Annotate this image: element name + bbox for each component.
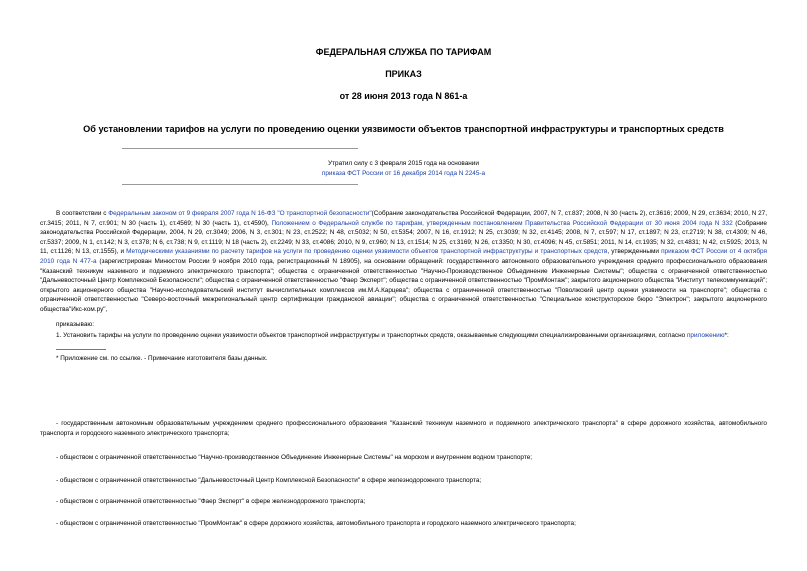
- status-note-text: Утратил силу с 3 февраля 2015 года на основании: [328, 160, 479, 167]
- list-item: - государственным автономным образовательным учреждением среднего профессионального образования "Казанский техникум наземного и подземного электрического транспорта" в сфере дорожного хозяйства, автомобильного транспорта и городского наземного электрического транспорта;: [40, 420, 767, 437]
- divider-bottom: [122, 184, 358, 185]
- list-item: - обществом с ограниченной ответственностью "Научно-производственное Объединение Инженерные Системы" на морском и внутреннем водном транспорте;: [56, 454, 533, 461]
- order-477-link[interactable]: приказом ФСТ России от 4 октября 2010 года N 477-а: [40, 248, 767, 265]
- federal-law-link[interactable]: Федеральным законом от 9 февраля 2007 года N 16-ФЗ "О транспортной безопасности": [108, 210, 372, 217]
- list-item: - обществом с ограниченной ответственностью "Дальневосточный Центр Комплексной Безопасности" в сфере железнодорожного транспорта;: [56, 477, 482, 484]
- regulation-link[interactable]: Положением о Федеральной службе по тарифам, утвержденным постановлением Правительства Российской Федерации от 30 июня 2004 года N 332: [271, 219, 733, 227]
- appendix-link[interactable]: приложению: [686, 332, 725, 339]
- footnote-divider: [56, 349, 106, 350]
- footnote: * Приложение см. по ссылке. - Примечание изготовителя базы данных.: [56, 355, 268, 362]
- preamble-paragraph: В соответствии с Федеральным законом от 9 февраля 2007 года N 16-ФЗ "О транспортной безопасности"(Собрание законодательства Российской Федерации, 2007, N 7, ст.837; 2008, N 30 (часть 2), ст.3616; 2009, N 29, ст.3634; 2010, N 27, ст.3415; 2011, N 7, ст.901; N 30 (часть 1), ст.4569; N 30 (часть 1), ст.4590), Положением о Федеральной службе по тарифам, утвержденным постановлением Правительства Российской Федерации от 30 июня 2004 года N 332 (Собрание законодательства Российской Федерации, 2004, N 29, ст.3049; 2006, N 3, ст.301; N 23, ст.2522; N 48, ст.5032; N 50, ст.5354; 2007, N 16, ст.1912; N 25, ст.3039; N 32, ст.4145; 2008, N 7, ст.597; N 17, ст.1897; N 23, ст.2719; N 38, ст.4309; N 46, ст.5337; 2009, N 1, ст.142; N 3, ст.378; N 6, ст.738; N 9, ст.1119; N 18 (часть 2), ст.2249; N 33, ст.4086; 2010, N 9, ст.960; N 13, ст.1514; N 25, ст.3169; N 26, ст.3350; N 30, ст.4096; N 45, ст.5851; 2011, N 14, ст.1935; N 32, ст.4831; N 42, ст.5925; 2013, N 11, ст.1126; N 13, ст.1555), и Методическими указаниями по расчету тарифов на услуги по проведению оценки уязвимости объектов транспортной инфраструктуры и транспортных средств, утвержденными приказом ФСТ России от 4 октября 2010 года N 477-а (зарегистрирован Минюстом России 9 ноября 2010 года, регистрационный N 18905), на основании обращений: государственного автономного образовательного учреждения среднего профессионального образования "Казанский техникум наземного и подземного электрического транспорта"; общества с ограниченной ответственностью "Научно-Производственное Объединение Инженерные Системы"; общества с ограниченной ответственностью "Дальневосточный Центр Комплексной Безопасности"; общества с ограниченной ответственностью "Фаер Эксперт"; общества с ограниченной ответственностью "ПромМонтаж"; закрытого акционерного общества "Институт телекоммуникаций"; открытого акционерного общества "Научно-исследовательский институт вычислительных комплексов им.М.А.Карцева"; общества с ограниченной ответственностью "Поволжский центр оценки уязвимости на транспорте"; общества с ограниченной ответственностью "Северо-восточный межрегиональный центр сертификации гражданской авиации"; общества с ограниченной ответственностью "Специальное конструкторское бюро "Электрон"; закрытого акционерного общества"Икс-ком.ру",: [40, 210, 768, 313]
- document-type: ПРИКАЗ: [385, 69, 422, 79]
- document-date-number: от 28 июня 2013 года N 861-а: [339, 91, 468, 101]
- guidelines-link[interactable]: Методическими указаниями по расчету тарифов на услуги по проведению оценки уязвимости объектов транспортной инфраструктуры и транспортных средств: [126, 248, 608, 256]
- repeal-order-link[interactable]: приказа ФСТ России от 16 декабря 2014 года N 2245-а: [321, 170, 486, 177]
- list-item: - обществом с ограниченной ответственностью "ПромМонтаж" в сфере дорожного хозяйства, автомобильного транспорта и городского наземного электрического транспорта;: [56, 520, 576, 527]
- agency-name: ФЕДЕРАЛЬНАЯ СЛУЖБА ПО ТАРИФАМ: [315, 47, 492, 57]
- document-title: Об установлении тарифов на услуги по проведению оценки уязвимости объектов транспортной инфраструктуры и транспортных средств: [83, 124, 724, 134]
- item-1: 1. Установить тарифы на услуги по проведению оценки уязвимости объектов транспортной инфраструктуры и транспортных средств, оказываемые следующими специализированными организациями, согласно приложению*:: [56, 332, 729, 339]
- list-item: - обществом с ограниченной ответственностью "Фаер Эксперт" в сфере железнодорожного транспорта;: [56, 498, 366, 505]
- order-word: приказываю:: [56, 321, 94, 328]
- divider-top: [122, 148, 358, 149]
